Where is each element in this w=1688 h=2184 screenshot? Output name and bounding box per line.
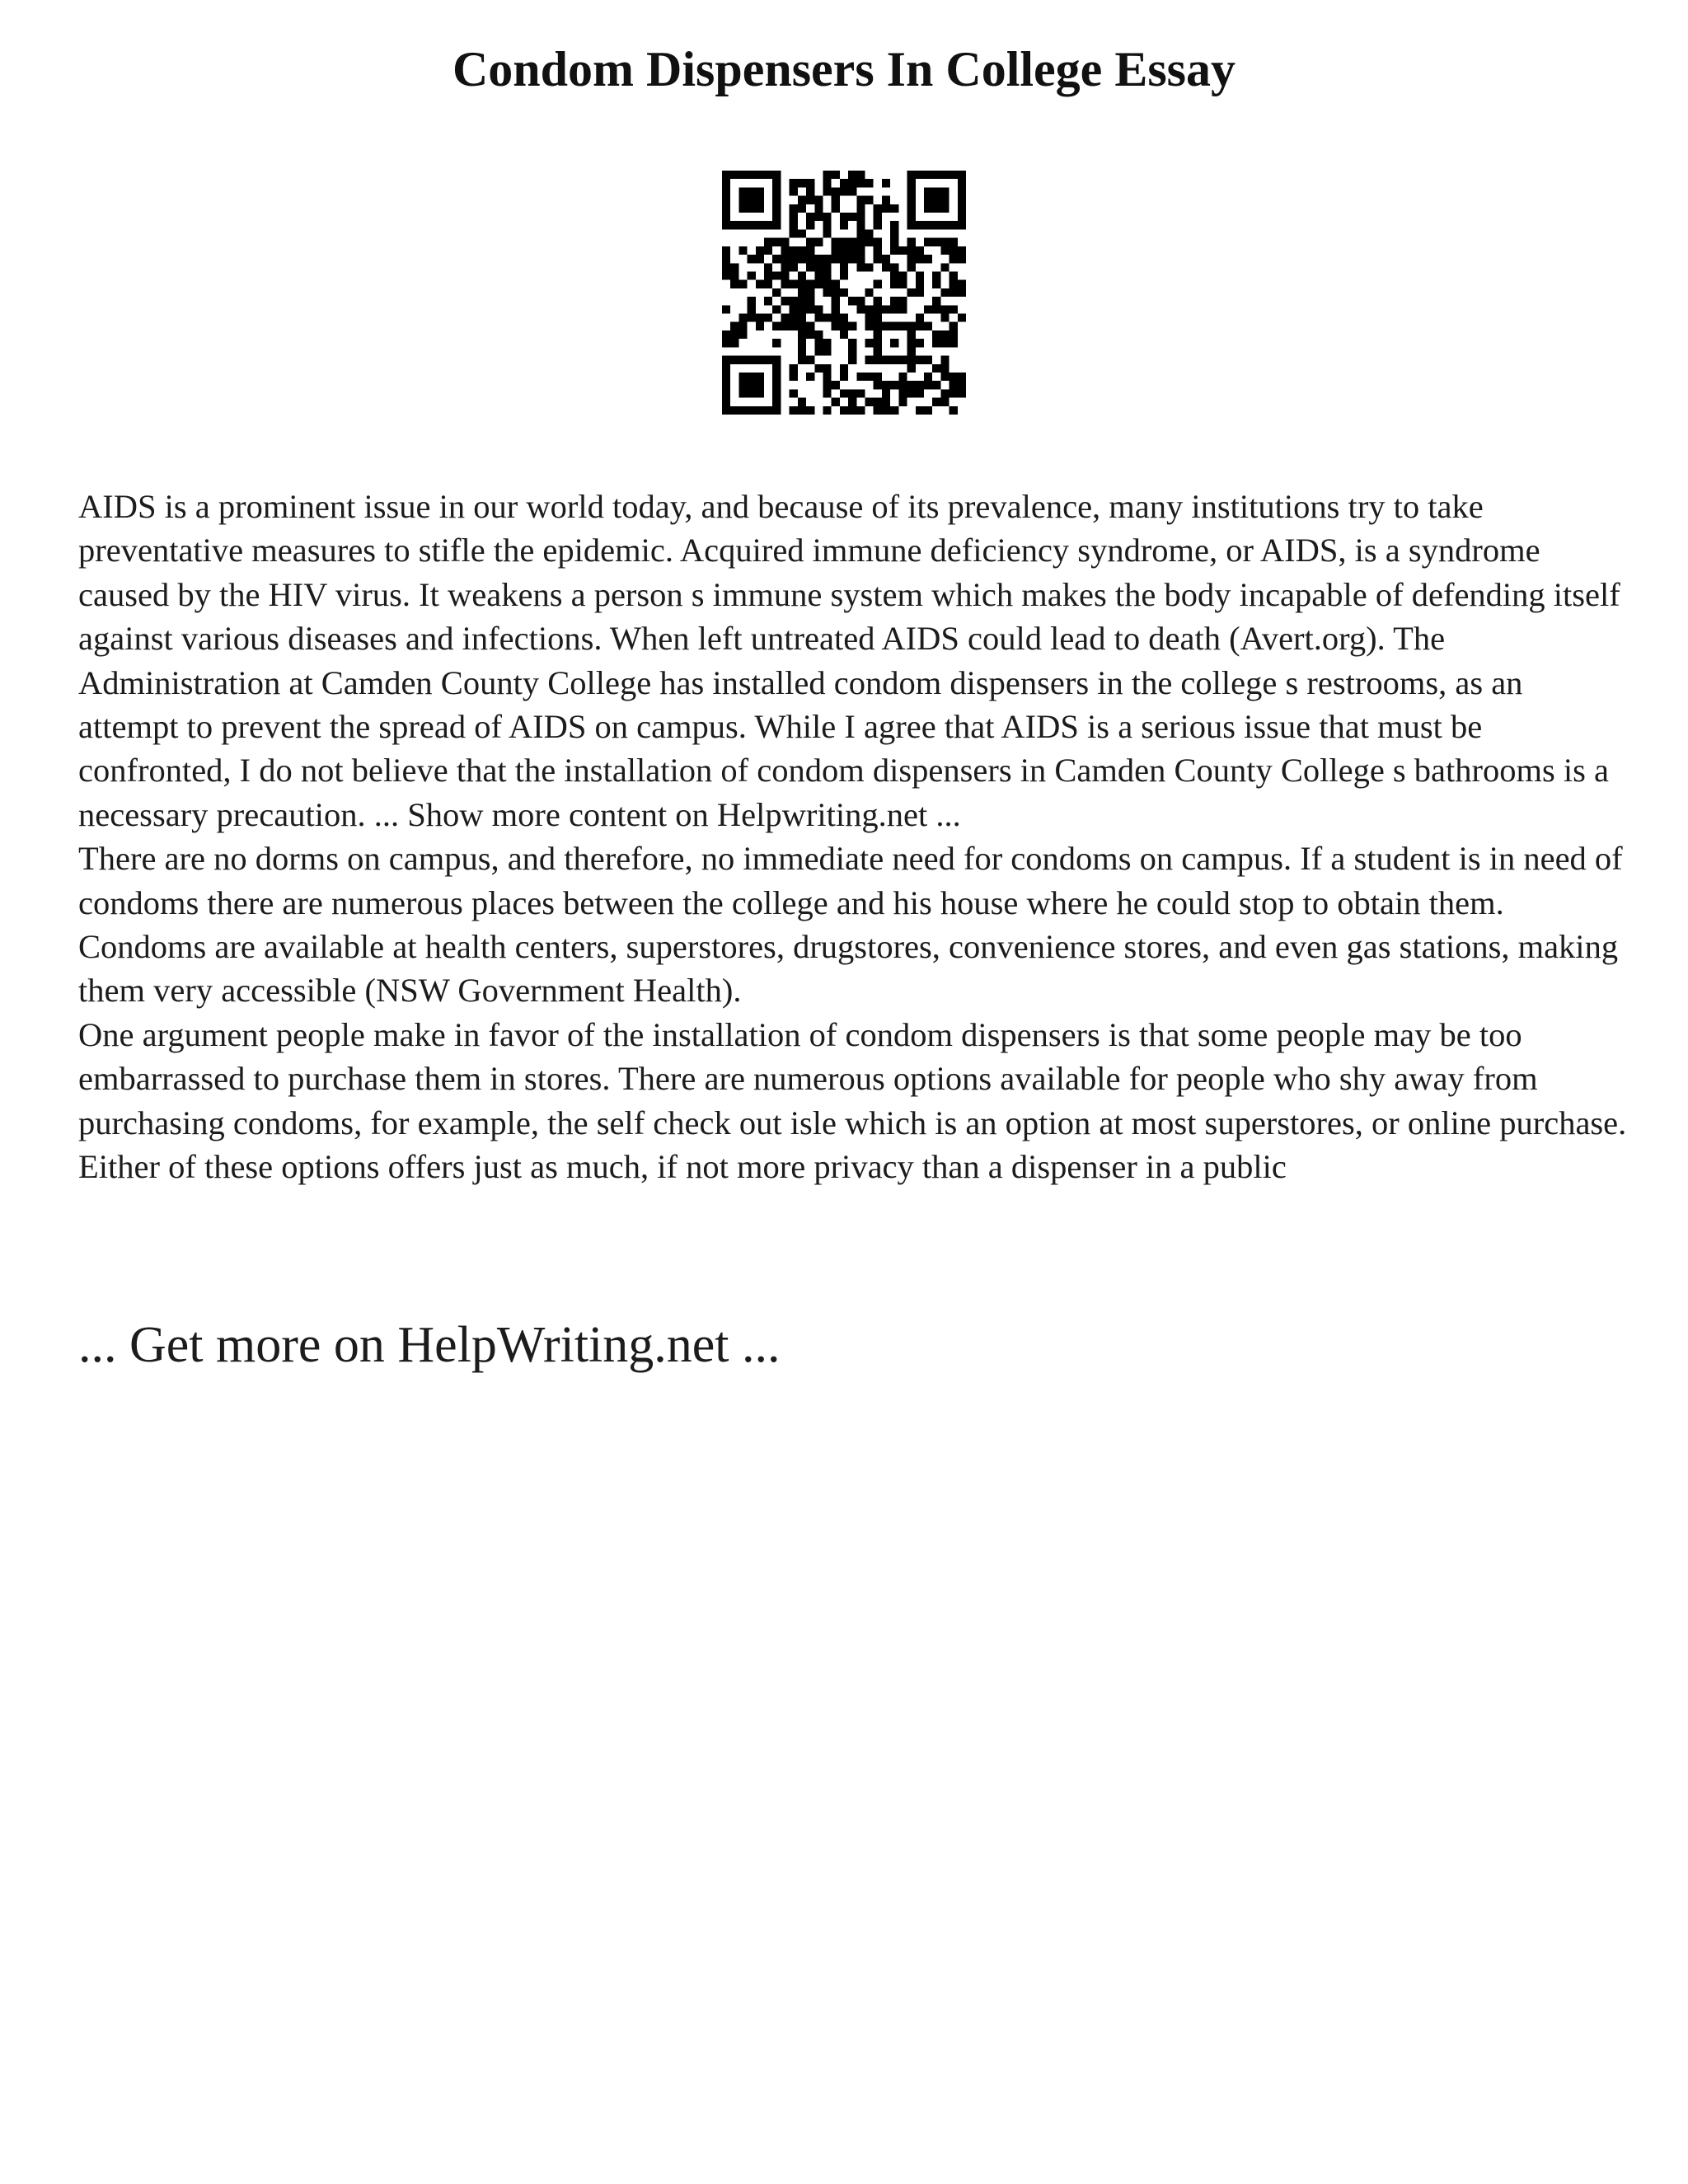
qr-code-icon — [722, 171, 966, 415]
get-more-link[interactable]: ... Get more on HelpWriting.net ... — [78, 1317, 781, 1373]
essay-paragraph: There are no dorms on campus, and therefore, no immediate need for condoms on campus. If a student is in need of condoms there are numerous places between the college and his house where he could stop to obtain them. Condoms are available at health centers, superstores, drugstores, convenience stores, and even gas stations, making them very accessible (NSW Government Health). — [78, 840, 1623, 1010]
essay-paragraph: One argument people make in favor of the installation of condom dispensers is that some people may be too embarrassed to purchase them in stores. There are numerous options available for people who shy away from purchasing condoms, for example, the self check out isle which is an option at most superstores, or online purchase. Either of these options offers just as much, if not more privacy than a dispenser in a public — [78, 1015, 1627, 1186]
page-title: Condom Dispensers In College Essay — [452, 42, 1236, 96]
essay-body — [78, 485, 1628, 1189]
essay-paragraph: AIDS is a prominent issue in our world today, and because of its prevalence, many institutions try to take preventative measures to stifle the epidemic. Acquired immune deficiency syndrome, or AIDS, is a syndrome caused by the HIV virus. It weakens a person s immune system which makes the body incapable of defending itself against various diseases and infections. When left untreated AIDS could lead to death (Avert.org). The Administration at Camden County College has installed condom dispensers in the college s restrooms, as an attempt to prevent the spread of AIDS on campus. While I agree that AIDS is a serious issue that must be confronted, I do not believe that the installation of condom dispensers in Camden County College s bathrooms is a necessary precaution. ... Show more content on Helpwriting.net ... — [78, 488, 1620, 833]
